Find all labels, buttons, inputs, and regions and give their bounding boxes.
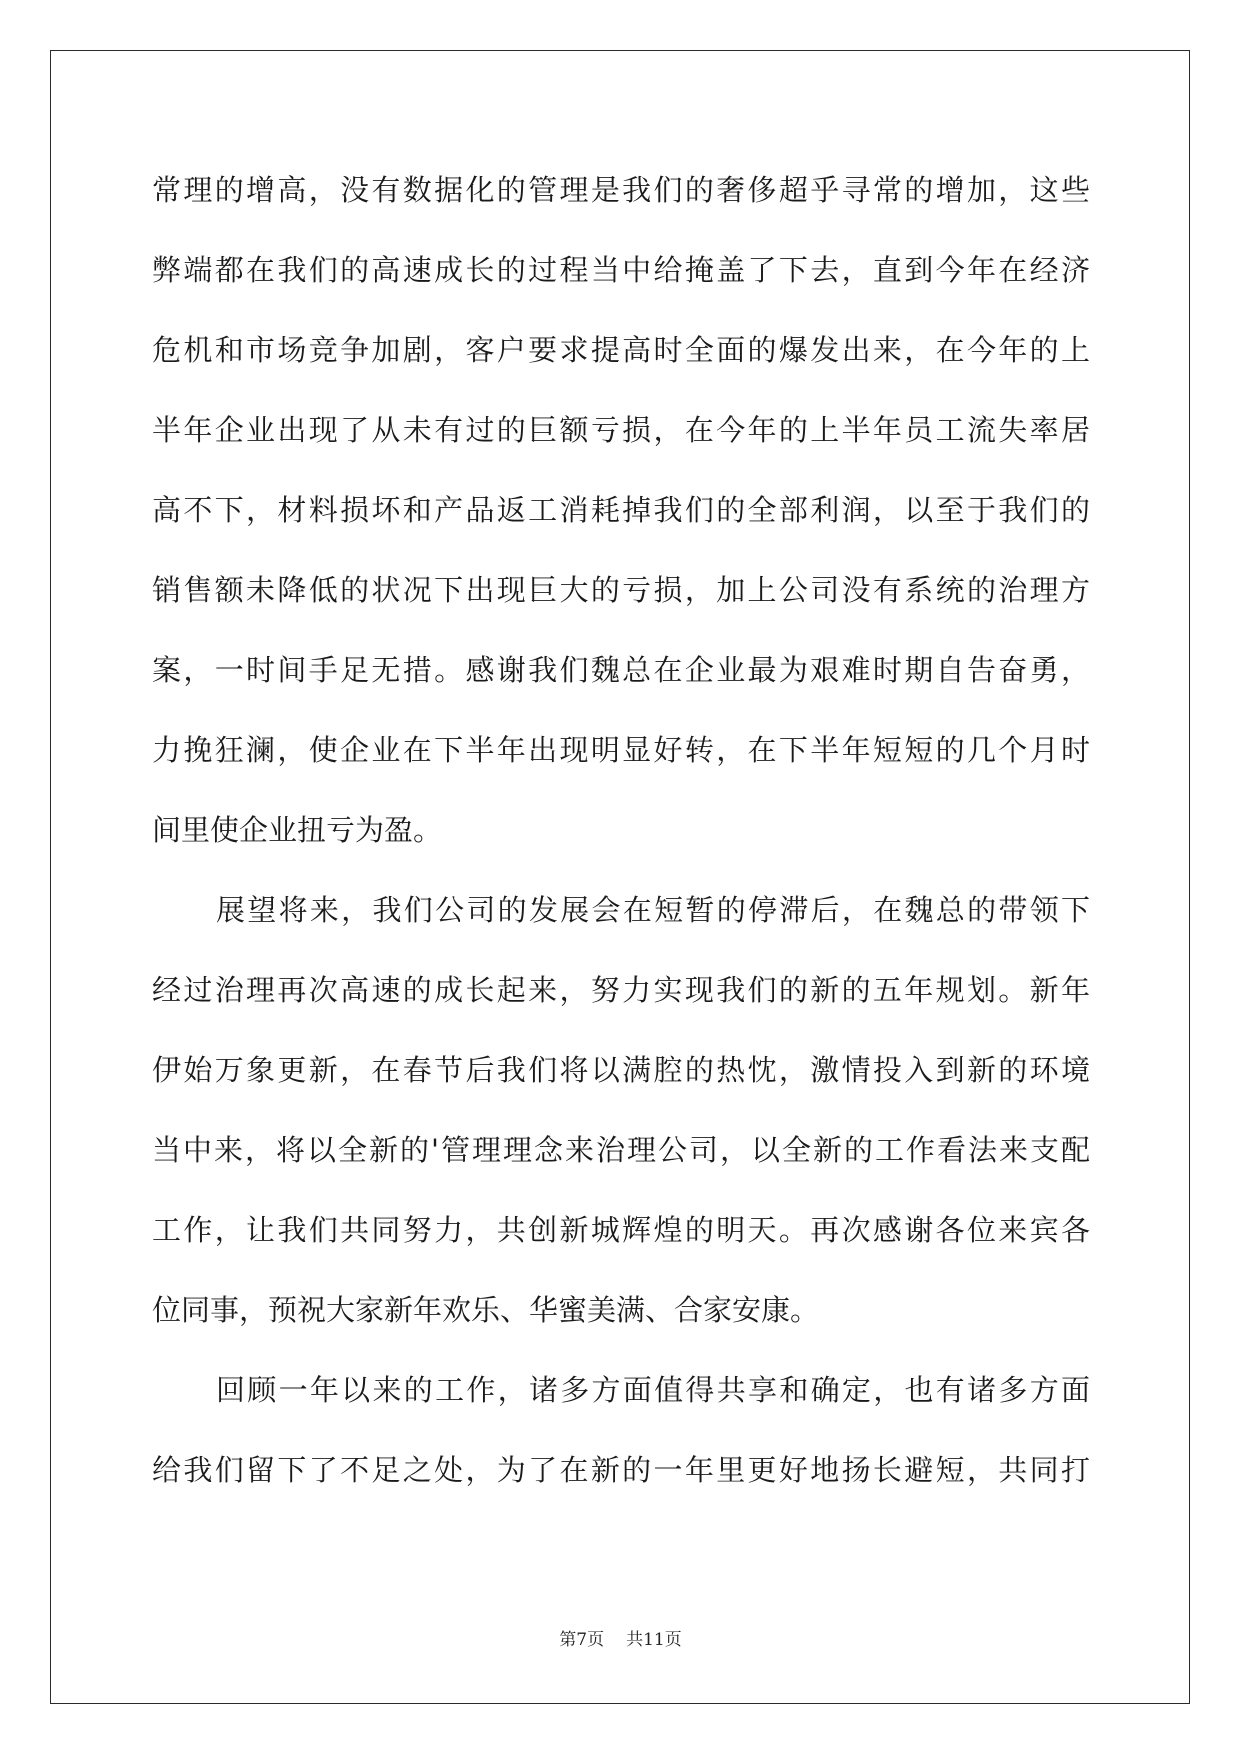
body-text-line: 间里使企业扭亏为盈。 (152, 813, 443, 847)
paragraph-first-line: 展望将来，我们公司的发展会在短暂的停滞后，在魏总的带领下 (216, 893, 1090, 927)
body-text-line: 当中来，将以全新的'管理理念来治理公司，以全新的工作看法来支配 (152, 1133, 1090, 1167)
body-text-line: 半年企业出现了从未有过的巨额亏损，在今年的上半年员工流失率居 (152, 413, 1090, 447)
page-number: 第7页 (559, 1630, 605, 1650)
page-total: 共11页 (626, 1630, 682, 1650)
body-text-line: 销售额未降低的状况下出现巨大的亏损，加上公司没有系统的治理方 (152, 573, 1090, 607)
body-text-line: 常理的增高，没有数据化的管理是我们的奢侈超乎寻常的增加，这些 (152, 173, 1090, 207)
body-text-line: 高不下，材料损坏和产品返工消耗掉我们的全部利润，以至于我们的 (152, 493, 1090, 527)
body-text-line: 弊端都在我们的高速成长的过程当中给掩盖了下去，直到今年在经济 (152, 253, 1090, 287)
body-text-line: 危机和市场竞争加剧，客户要求提高时全面的爆发出来，在今年的上 (152, 333, 1090, 367)
body-text-line: 工作，让我们共同努力，共创新城辉煌的明天。再次感谢各位来宾各 (152, 1213, 1090, 1247)
body-text-line: 给我们留下了不足之处，为了在新的一年里更好地扬长避短，共同打 (152, 1453, 1090, 1487)
body-text-line: 位同事，预祝大家新年欢乐、华蜜美满、合家安康。 (152, 1293, 820, 1327)
body-text-line: 经过治理再次高速的成长起来，努力实现我们的新的五年规划。新年 (152, 973, 1090, 1007)
page-footer (0, 1628, 1241, 1652)
body-text-line: 力挽狂澜，使企业在下半年出现明显好转，在下半年短短的几个月时 (152, 733, 1090, 767)
paragraph-first-line: 回顾一年以来的工作，诸多方面值得共享和确定，也有诸多方面 (216, 1373, 1090, 1407)
body-text-line: 伊始万象更新，在春节后我们将以满腔的热忱，激情投入到新的环境 (152, 1053, 1090, 1087)
body-text-line: 案，一时间手足无措。感谢我们魏总在企业最为艰难时期自告奋勇， (152, 653, 1090, 687)
